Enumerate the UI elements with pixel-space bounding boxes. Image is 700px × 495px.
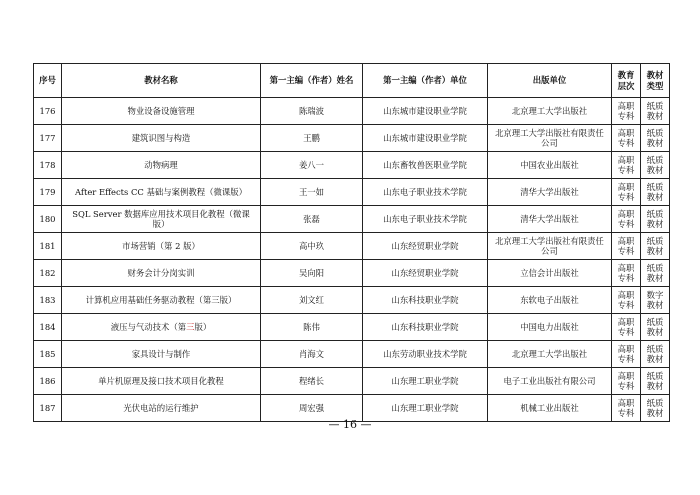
textbook-title: 财务会计分岗实训: [62, 260, 261, 287]
table-row: [34, 125, 670, 152]
publisher: 清华大学出版社: [488, 206, 612, 233]
textbook-title: After Effects CC 基础与案例教程（微课版）: [62, 179, 261, 206]
title-edition-highlight: 三: [186, 321, 195, 332]
publisher: 东软电子出版社: [488, 287, 612, 314]
education-level: 高职专科: [612, 152, 641, 179]
title-part: 版）: [194, 321, 212, 332]
education-level: 高职专科: [612, 341, 641, 368]
page-number: — 16 —: [328, 418, 372, 431]
author-name: 周宏强: [261, 395, 363, 422]
material-type: 纸质教材: [641, 152, 670, 179]
column-header: 序号: [34, 64, 62, 98]
education-level: 高职专科: [612, 98, 641, 125]
author-name: 程绪长: [261, 368, 363, 395]
author-name: 肖海文: [261, 341, 363, 368]
author-unit: 山东理工职业学院: [363, 395, 488, 422]
material-type: 纸质教材: [641, 233, 670, 260]
material-type: 纸质教材: [641, 260, 670, 287]
publisher: 北京理工大学出版社: [488, 341, 612, 368]
publisher: 清华大学出版社: [488, 179, 612, 206]
material-type: 纸质教材: [641, 341, 670, 368]
table-row: [34, 287, 670, 314]
author-unit: 山东城市建设职业学院: [363, 98, 488, 125]
material-type: 纸质教材: [641, 368, 670, 395]
author-name: 刘文红: [261, 287, 363, 314]
author-unit: 山东电子职业技术学院: [363, 179, 488, 206]
author-name: 姜八一: [261, 152, 363, 179]
table-row: [34, 368, 670, 395]
author-name: 王一如: [261, 179, 363, 206]
row-number: 183: [34, 287, 62, 314]
textbook-title: [62, 314, 261, 341]
column-header: 第一主编（作者）单位: [363, 64, 488, 98]
author-unit: 山东理工职业学院: [363, 368, 488, 395]
material-type: 纸质教材: [641, 206, 670, 233]
education-level: 高职专科: [612, 125, 641, 152]
textbook-title: 建筑识图与构造: [62, 125, 261, 152]
table-row: [34, 341, 670, 368]
table-row: [34, 98, 670, 125]
row-number: 179: [34, 179, 62, 206]
material-type: 纸质教材: [641, 179, 670, 206]
education-level: 高职专科: [612, 260, 641, 287]
table-row: [34, 233, 670, 260]
material-type: 数字教材: [641, 287, 670, 314]
education-level: 高职专科: [612, 233, 641, 260]
row-number: 187: [34, 395, 62, 422]
textbook-title: 市场营销（第 2 版）: [62, 233, 261, 260]
education-level: 高职专科: [612, 395, 641, 422]
row-number: 182: [34, 260, 62, 287]
textbook-title: 计算机应用基础任务驱动教程（第三版）: [62, 287, 261, 314]
row-number: 177: [34, 125, 62, 152]
author-unit: 山东经贸职业学院: [363, 233, 488, 260]
education-level: 高职专科: [612, 314, 641, 341]
author-unit: 山东劳动职业技术学院: [363, 341, 488, 368]
publisher: 北京理工大学出版社有限责任公司: [488, 233, 612, 260]
textbook-title: 光伏电站的运行维护: [62, 395, 261, 422]
material-type: 纸质教材: [641, 98, 670, 125]
column-header: 出版单位: [488, 64, 612, 98]
author-unit: 山东经贸职业学院: [363, 260, 488, 287]
column-header: 教材名称: [62, 64, 261, 98]
column-header: 第一主编（作者）姓名: [261, 64, 363, 98]
column-header: 教育层次: [612, 64, 641, 98]
publisher: 中国电力出版社: [488, 314, 612, 341]
row-number: 176: [34, 98, 62, 125]
row-number: 180: [34, 206, 62, 233]
author-name: 高中玖: [261, 233, 363, 260]
table-row: [34, 206, 670, 233]
table-row: [34, 260, 670, 287]
row-number: 178: [34, 152, 62, 179]
table-row: [34, 152, 670, 179]
publisher: 机械工业出版社: [488, 395, 612, 422]
row-number: 184: [34, 314, 62, 341]
author-unit: 山东科技职业学院: [363, 287, 488, 314]
author-name: 张磊: [261, 206, 363, 233]
author-unit: 山东畜牧兽医职业学院: [363, 152, 488, 179]
row-number: 181: [34, 233, 62, 260]
author-name: 陈伟: [261, 314, 363, 341]
education-level: 高职专科: [612, 287, 641, 314]
publisher: 立信会计出版社: [488, 260, 612, 287]
author-unit: 山东电子职业技术学院: [363, 206, 488, 233]
textbook-title: 动物病理: [62, 152, 261, 179]
publisher: 电子工业出版社有限公司: [488, 368, 612, 395]
publisher: 北京理工大学出版社有限责任公司: [488, 125, 612, 152]
textbook-title: SQL Server 数据库应用技术项目化教程（微课版）: [62, 206, 261, 233]
title-part: 液压与气动技术（第: [110, 321, 187, 332]
education-level: 高职专科: [612, 179, 641, 206]
author-name: 吴向阳: [261, 260, 363, 287]
row-number: 186: [34, 368, 62, 395]
row-number: 185: [34, 341, 62, 368]
education-level: 高职专科: [612, 368, 641, 395]
author-unit: 山东城市建设职业学院: [363, 125, 488, 152]
author-name: 陈瑞波: [261, 98, 363, 125]
author-unit: 山东科技职业学院: [363, 314, 488, 341]
material-type: 纸质教材: [641, 314, 670, 341]
table-row: [34, 314, 670, 341]
textbook-title: 家具设计与制作: [62, 341, 261, 368]
material-type: 纸质教材: [641, 395, 670, 422]
column-header: 教材类型: [641, 64, 670, 98]
textbook-title: 物业设备设施管理: [62, 98, 261, 125]
textbook-table: [33, 63, 670, 422]
education-level: 高职专科: [612, 206, 641, 233]
textbook-title: 单片机原理及接口技术项目化教程: [62, 368, 261, 395]
table-header-row: [34, 64, 670, 98]
table-row: [34, 179, 670, 206]
author-name: 王鹏: [261, 125, 363, 152]
material-type: 纸质教材: [641, 125, 670, 152]
publisher: 北京理工大学出版社: [488, 98, 612, 125]
publisher: 中国农业出版社: [488, 152, 612, 179]
